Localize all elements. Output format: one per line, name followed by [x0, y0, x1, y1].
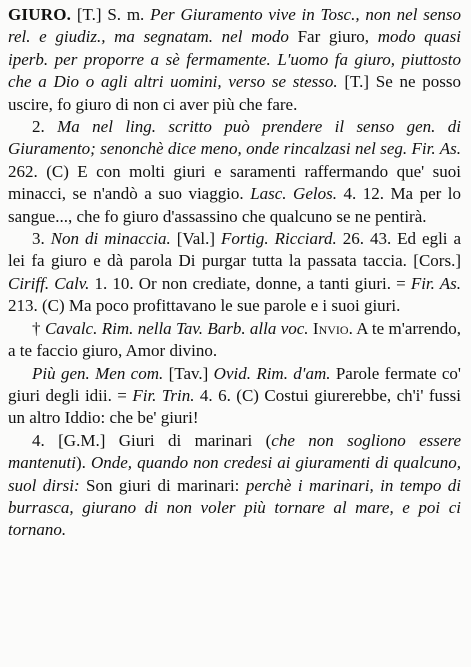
entry-text-run: 2. — [32, 117, 58, 137]
entry-text-run: . A te m'arrendo, a te faccio giuro, Amor divino. — [8, 318, 462, 361]
entry-text-run: Invio — [312, 318, 349, 338]
entry-text-run: [Val.] — [170, 229, 221, 249]
entry-text-run: 1. 10. Or non crediate, donne, a tanti giuri. = — [89, 273, 411, 293]
entry-text-run: Onde, quando non credesi ai giuramenti di qualcuno, suol dirsi: — [8, 453, 461, 495]
entry-text-run: 213. (C) Ma poco profittavano le sue parole e i suoi giuri. — [8, 296, 401, 316]
entry-text-run: Fir. As. — [410, 273, 461, 293]
entry-section-3-not-threat — [8, 228, 461, 318]
entry-section-2-general-sense — [8, 116, 461, 228]
entry-section-more-general — [8, 363, 461, 430]
entry-text-run: Non di minaccia. — [50, 229, 171, 249]
entry-text-run: perchè i marinari, in tempo di burrasca, giurano di non voler più tornare al mare, e poi ci tornano. — [8, 475, 461, 540]
entry-text-run: 4. 12. Ma per lo sangue..., che fo giuro d'assassino che qualcuno se ne pentirà. — [8, 184, 462, 226]
entry-text-run: 262. (C) E con molti giuri e saramenti raffermando que' suoi minacci, se n'andò a suo viaggio. — [8, 161, 461, 204]
entry-text-run: Ma nel ling. scritto può prendere il senso gen. di Giuramento; senonchè dice meno, onde rincalzasi nel seg. Fir. As. — [8, 117, 462, 159]
entry-section-1-definition — [8, 4, 461, 116]
entry-text-run: L'uomo fa giuro, piuttosto che a Dio o agli altri uomini, verso se stesso. — [8, 49, 461, 92]
entry-text-run: Ovid. Rim. d'am. — [213, 363, 331, 383]
entry-section-cavalcanti-quote — [8, 318, 461, 363]
entry-text-run: [T.] S. m. — [71, 5, 151, 24]
entry-text-run: Parole fermate co' giuri degli idii. = — [8, 363, 461, 405]
entry-text-run: [T.] Se ne posso uscire, fo giuro di non ci aver più che fare. — [8, 72, 461, 114]
entry-text-run: 3. — [32, 229, 51, 249]
entry-text-run: † — [32, 318, 45, 338]
entry-text-run: Più gen. Men com. — [32, 363, 164, 383]
entry-headword: GIURO. — [8, 5, 72, 24]
entry-text-run: [Tav.] — [163, 363, 214, 383]
entry-text-run: che non sogliono essere mantenuti — [8, 430, 461, 473]
entry-section-4-sailors-oaths — [8, 430, 461, 542]
entry-text-run: modo quasi iperb. per proporre a sè fermamente. — [8, 27, 461, 69]
entry-text-run: Ciriff. Calv. — [8, 273, 90, 293]
entry-text-run: Fir. Trin. — [132, 385, 195, 405]
entry-text-run: ). — [76, 453, 91, 473]
entry-text-run: Per Giuramento vive in Tosc., non nel senso rel. e giudiz., ma segnatam. nel modo — [8, 5, 462, 47]
entry-text-run: 4. [G.M.] Giuri di marinari ( — [32, 430, 272, 450]
entry-text-run: 26. 43. Ed egli a lei fa giuro e dà parola Di purgar tutta la passata taccia. [Cors.] — [8, 229, 462, 271]
entry-text-run: Fortig. Ricciard. — [220, 229, 337, 249]
entry-text-run: Lasc. Gelos. — [250, 184, 337, 204]
entry-text-run: Far giuro, — [288, 27, 378, 47]
entry-text-run: 4. 6. (C) Costui giurerebbe, ch'i' fussi un altro Iddio: che be' giuri! — [8, 385, 462, 428]
dictionary-entry-giuro — [8, 4, 461, 542]
entry-text-run: Cavalc. Rim. nella Tav. Barb. alla voc. — [44, 318, 309, 338]
entry-text-run: Son giuri di marinari: — [79, 475, 246, 495]
